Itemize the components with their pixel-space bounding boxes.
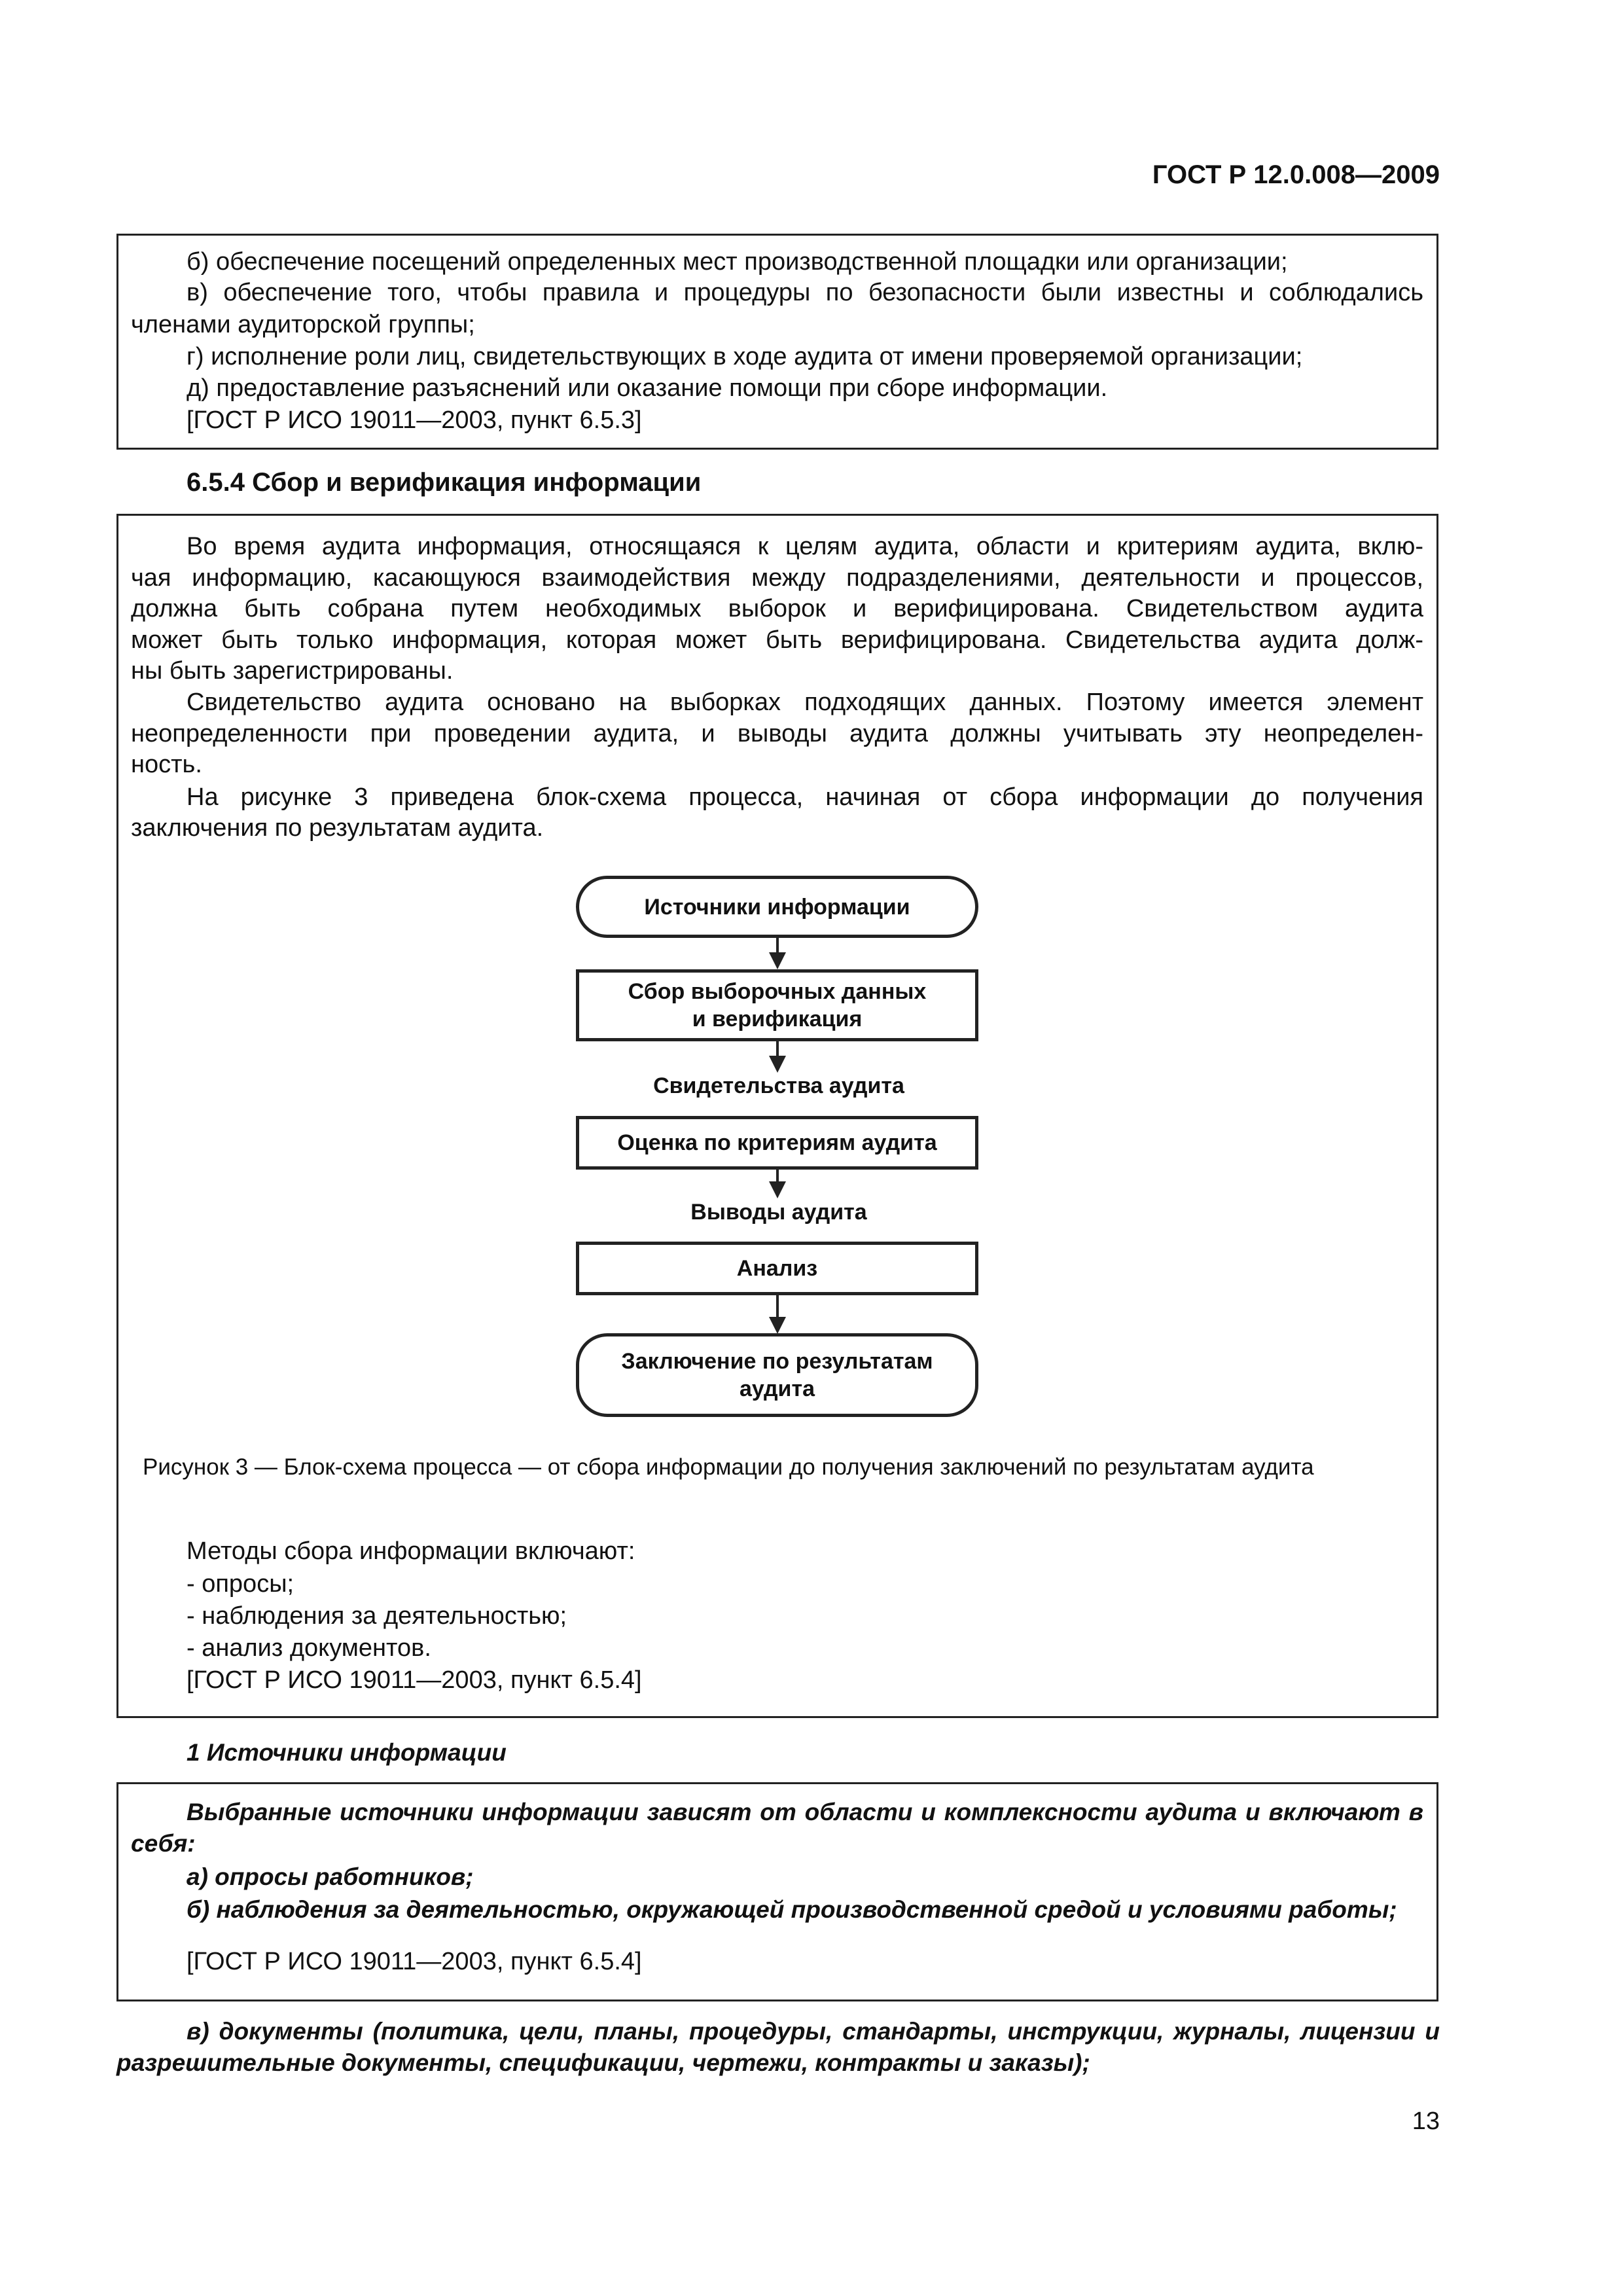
flow-node-conclusion-label-1: Заключение по результатам bbox=[621, 1349, 933, 1374]
methods-item-3: - анализ документов. bbox=[187, 1634, 431, 1662]
box2-p1-line-2: чая информацию, касающуюся взаимодействия между подразделениями, деятельности и процессов, bbox=[131, 564, 1423, 592]
flow-node-evaluation bbox=[576, 1116, 978, 1170]
box2-p2-line-3: ность. bbox=[131, 751, 202, 778]
box2-p3-line-1: На рисунке 3 приведена блок-схема процесса, начиная от сбора информации до получения bbox=[187, 783, 1423, 811]
box3-intro-line-2: себя: bbox=[131, 1830, 196, 1857]
after-line-2: разрешительные документы, спецификации, чертежи, контракты и заказы); bbox=[116, 2049, 1090, 2076]
page-number: 13 bbox=[1412, 2108, 1440, 2135]
flow-node-sources bbox=[576, 876, 978, 938]
flow-node-sampling-label-1: Сбор выборочных данных bbox=[628, 979, 927, 1004]
flow-node-sources-label: Источники информации bbox=[644, 894, 910, 920]
flow-label-evidence: Свидетельства аудита bbox=[653, 1073, 904, 1098]
box1-line-3: членами аудиторской группы; bbox=[131, 311, 475, 338]
flow-node-analysis bbox=[576, 1242, 978, 1295]
box1-line-4: г) исполнение роли лиц, свидетельствующих в ходе аудита от имени проверяемой организации; bbox=[187, 343, 1303, 370]
section-heading-654: 6.5.4 Сбор и верификация информации bbox=[187, 468, 702, 497]
box2-p1-line-4: может быть только информация, которая может быть верифицирована. Свидетельства аудита долж- bbox=[131, 626, 1423, 654]
flow-node-conclusion-label-2: аудита bbox=[739, 1376, 815, 1401]
methods-item-1: - опросы; bbox=[187, 1570, 294, 1598]
box3-intro-line-1: Выбранные источники информации зависят от области и комплексности аудита и включают в bbox=[187, 1799, 1423, 1825]
figure-caption: Рисунок 3 — Блок-схема процесса — от сбора информации до получения заключений по результатам аудита bbox=[143, 1454, 1314, 1480]
box1-line-1: б) обеспечение посещений определенных мест производственной площадки или организации; bbox=[187, 248, 1288, 276]
flow-arrow-3 bbox=[776, 1170, 779, 1196]
methods-item-2: - наблюдения за деятельностью; bbox=[187, 1602, 567, 1630]
box2-p3-line-2: заключения по результатам аудита. bbox=[131, 814, 544, 842]
box3-item-b: б) наблюдения за деятельностью, окружающей производственной средой и условиями работы; bbox=[187, 1896, 1397, 1923]
box1-line-5: д) предоставление разъяснений или оказание помощи при сборе информации. bbox=[187, 374, 1108, 402]
flow-node-analysis-label: Анализ bbox=[736, 1256, 818, 1281]
flow-arrow-4 bbox=[776, 1295, 779, 1331]
box2-p1-line-5: ны быть зарегистрированы. bbox=[131, 657, 454, 685]
after-line-1: в) документы (политика, цели, планы, процедуры, стандарты, инструкции, журналы, лицензии и bbox=[187, 2018, 1440, 2045]
box3-item-a: а) опросы работников; bbox=[187, 1863, 474, 1890]
flow-node-evaluation-label: Оценка по критериям аудита bbox=[617, 1130, 937, 1155]
flow-node-sampling-label-2: и верификация bbox=[692, 1007, 863, 1031]
box2-p1-line-3: должна быть собрана путем необходимых выборок и верифицирована. Свидетельством аудита bbox=[131, 595, 1423, 622]
box2-p2-line-1: Свидетельство аудита основано на выборках подходящих данных. Поэтому имеется элемент bbox=[187, 689, 1423, 716]
box1-ref: [ГОСТ Р ИСО 19011—2003, пункт 6.5.3] bbox=[187, 406, 642, 434]
flow-label-findings: Выводы аудита bbox=[690, 1200, 867, 1225]
box1-line-2: в) обеспечение того, чтобы правила и процедуры по безопасности были известны и соблюдались bbox=[187, 279, 1423, 306]
flow-node-conclusion bbox=[576, 1333, 978, 1417]
box3-ref: [ГОСТ Р ИСО 19011—2003, пункт 6.5.4] bbox=[187, 1948, 642, 1975]
box2-p1-line-1: Во время аудита информация, относящаяся к целям аудита, области и критериям аудита, вклю- bbox=[187, 533, 1423, 560]
box2-ref: [ГОСТ Р ИСО 19011—2003, пункт 6.5.4] bbox=[187, 1666, 642, 1694]
document-header: ГОСТ Р 12.0.008—2009 bbox=[1152, 160, 1440, 189]
subsection-heading-sources: 1 Источники информации bbox=[187, 1739, 507, 1766]
methods-intro: Методы сбора информации включают: bbox=[187, 1537, 635, 1565]
box2-p2-line-2: неопределенности при проведении аудита, и выводы аудита должны учитывать эту неопределен- bbox=[131, 720, 1423, 747]
flow-node-sampling bbox=[576, 969, 978, 1041]
flow-arrow-2 bbox=[776, 1041, 779, 1070]
flow-arrow-1 bbox=[776, 938, 779, 967]
